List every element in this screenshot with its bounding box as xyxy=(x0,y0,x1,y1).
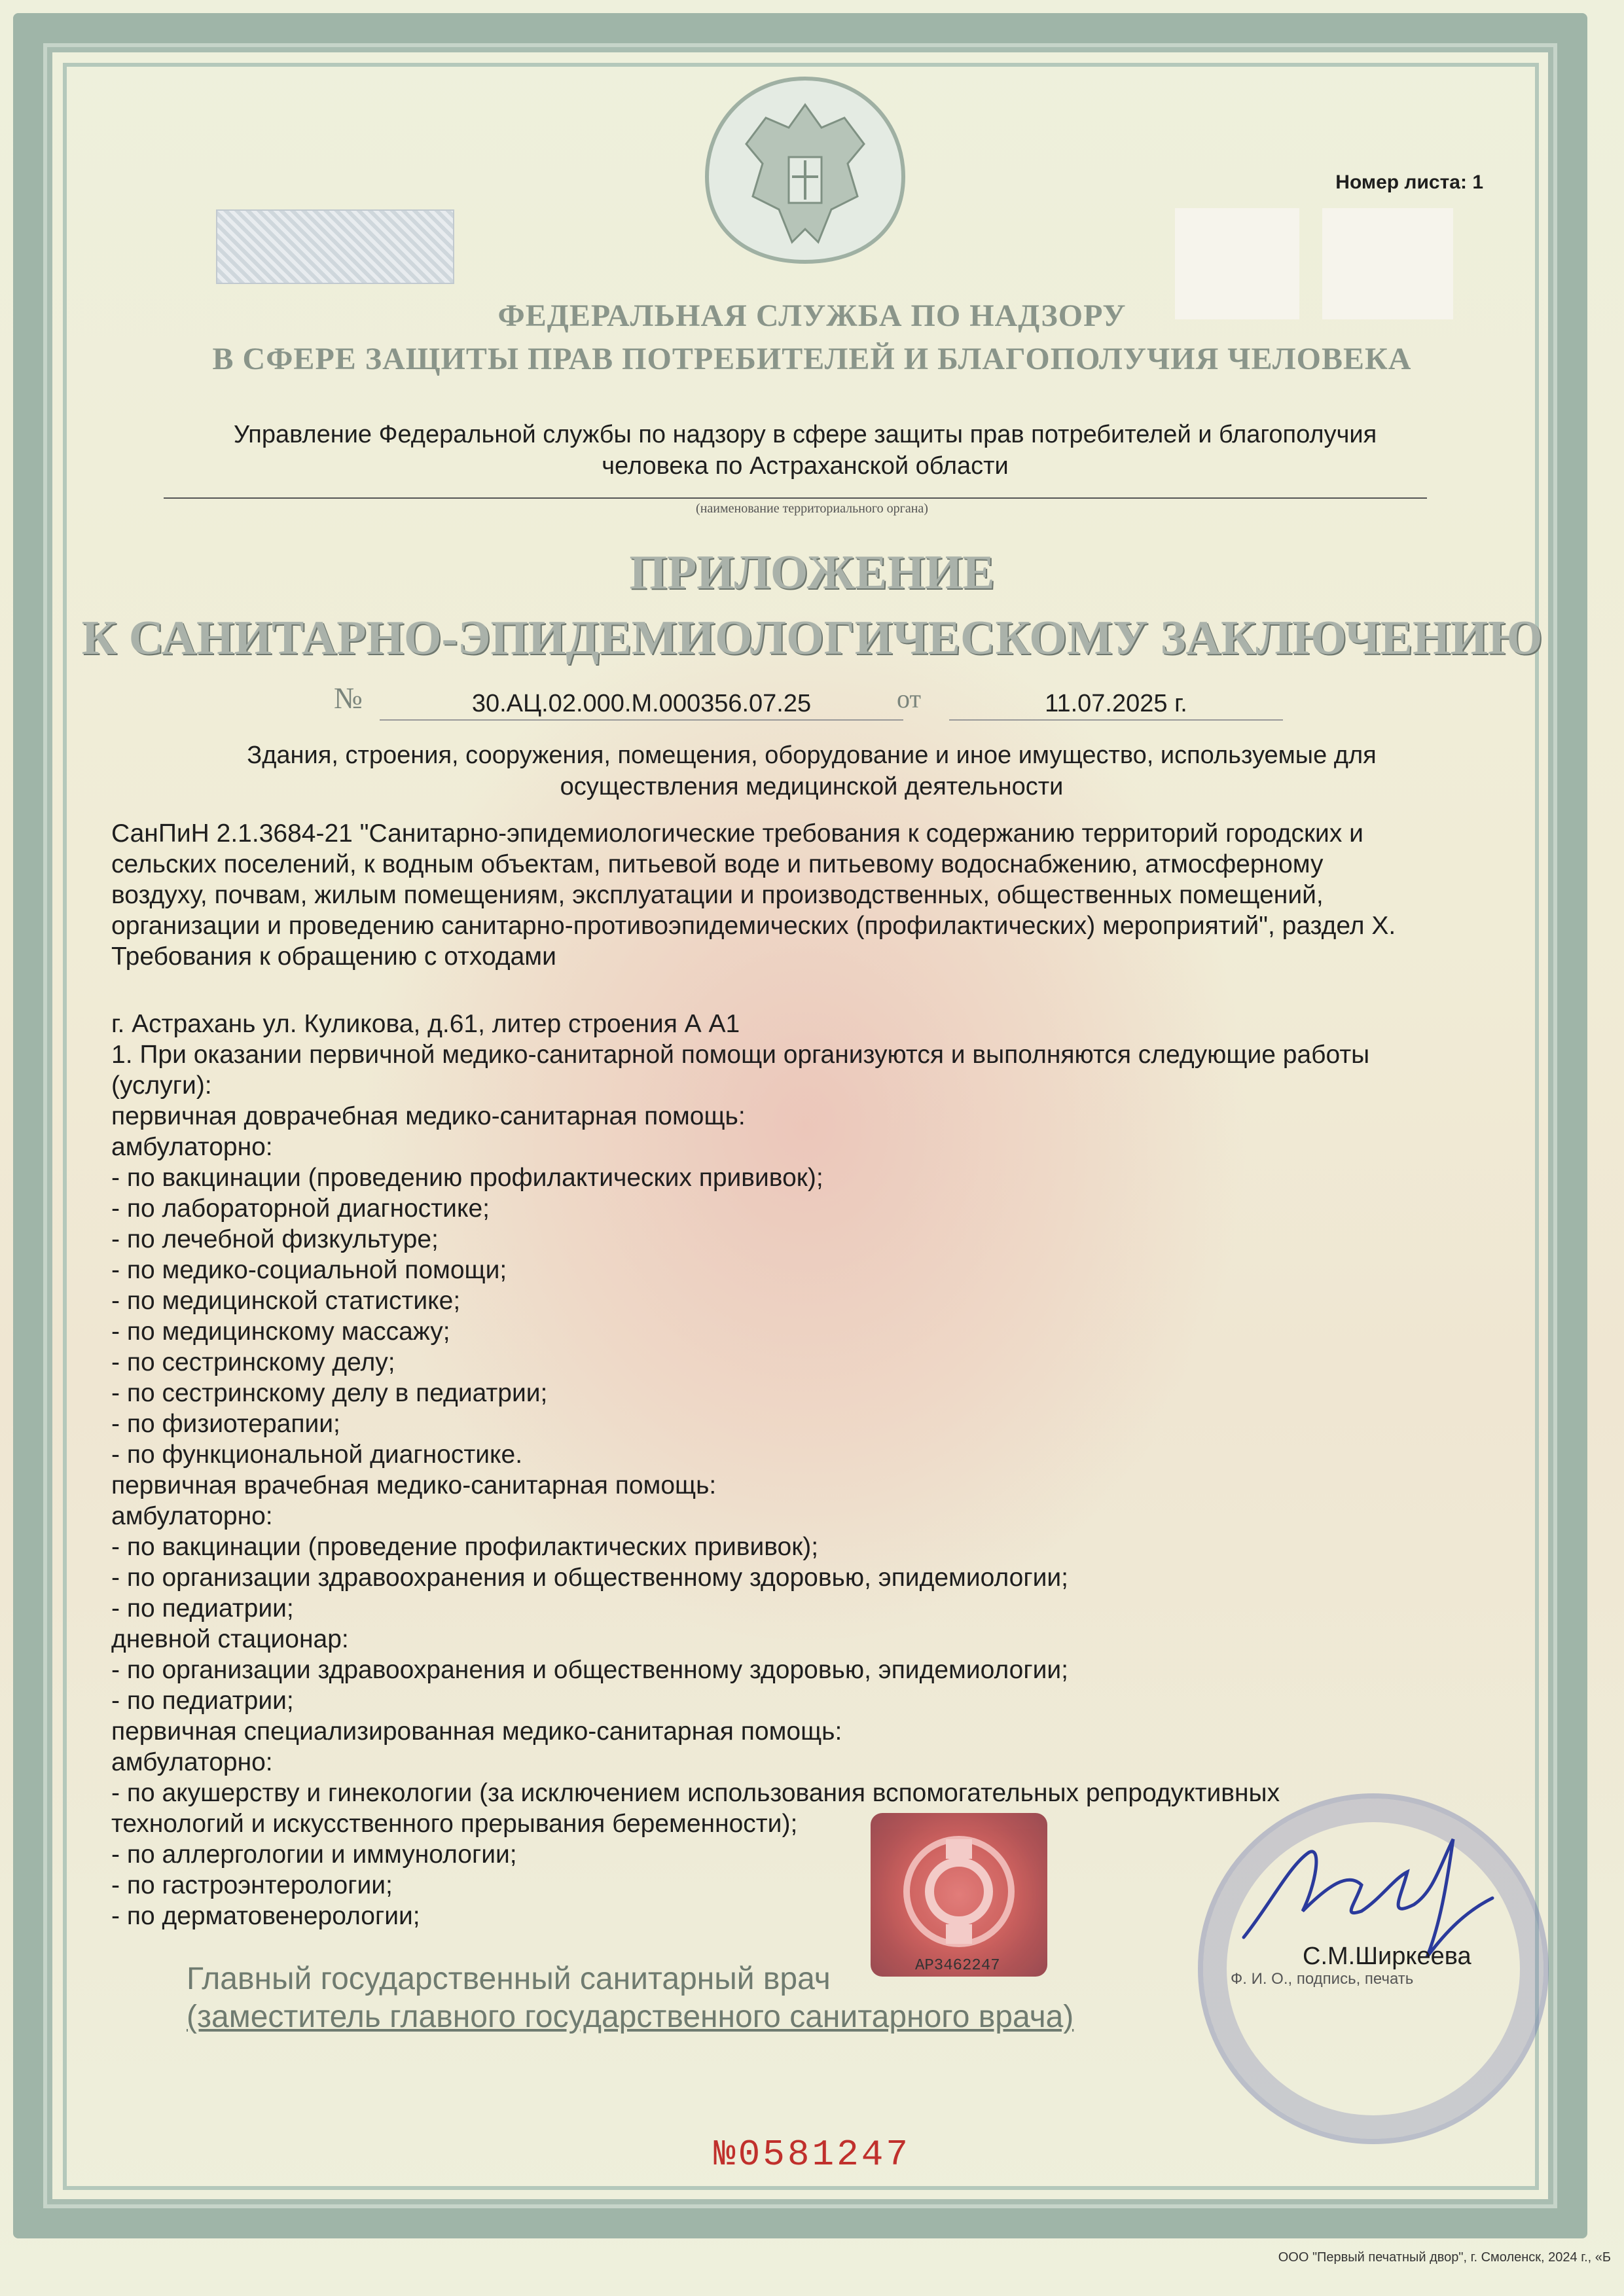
signer-name: С.М.Ширкеева xyxy=(1303,1943,1471,1970)
list-item: - по акушерству и гинекологии (за исключением использования вспомогательных репродуктивных xyxy=(111,1779,1280,1807)
list-item: дневной стационар: xyxy=(111,1625,349,1653)
agency-title-line: ФЕДЕРАЛЬНАЯ СЛУЖБА ПО НАДЗОРУ xyxy=(497,298,1127,333)
sanpin-line: воздуху, почвам, жилым помещениям, эксплуатации и производственных, общественных помещений, xyxy=(111,881,1324,909)
signer-caption: Ф. И. О., подпись, печать xyxy=(1231,1970,1414,1988)
list-item: - по педиатрии; xyxy=(111,1687,294,1715)
sheet-number: Номер листа: 1 xyxy=(1335,171,1483,193)
sanpin-line: СанПиН 2.1.3684-21 "Санитарно-эпидемиологические требования к содержанию территорий городских и xyxy=(111,819,1363,848)
document-number-row xyxy=(0,681,1624,720)
list-item: - по медико-социальной помощи; xyxy=(111,1256,507,1284)
agency-title-line: В СФЕРЕ ЗАЩИТЫ ПРАВ ПОТРЕБИТЕЛЕЙ И БЛАГОПОЛУЧИЯ ЧЕЛОВЕКА xyxy=(212,342,1412,376)
chief-title-line: (заместитель главного государственного санитарного врача) xyxy=(187,2000,1074,2034)
list-item: - по сестринскому делу в педиатрии; xyxy=(111,1379,548,1407)
divider xyxy=(164,497,1427,499)
sanpin-line: организации и проведению санитарно-противоэпидемических (профилактических) мероприятий", раздел X. xyxy=(111,912,1396,940)
list-item: - по сестринскому делу; xyxy=(111,1348,395,1376)
list-item: - по физиотерапии; xyxy=(111,1410,340,1438)
sanpin-line: Требования к обращению с отходами xyxy=(111,942,556,971)
agency-title xyxy=(0,295,1624,381)
list-item: - по дерматовенерологии; xyxy=(111,1902,420,1930)
number-sign: № xyxy=(334,681,363,715)
org-name-line: человека по Астраханской области xyxy=(602,452,1009,480)
hologram-code: АР3462247 xyxy=(915,1957,1000,1975)
subject xyxy=(131,740,1492,802)
title-line: ПРИЛОЖЕНИЕ xyxy=(629,546,995,600)
list-item: - по медицинской статистике; xyxy=(111,1287,461,1315)
sanpin-line: сельских поселений, к водным объектам, питьевой воде и питьевому водоснабжению, атмосферному xyxy=(111,850,1324,878)
printer-imprint: ООО "Первый печатный двор", г. Смоленск, 2024 г., «Б xyxy=(1278,2250,1611,2265)
sanpin-paragraph xyxy=(111,818,1473,972)
spacer xyxy=(111,972,1473,1009)
subject-line: Здания, строения, сооружения, помещения, оборудование и иное имущество, используемые для xyxy=(247,742,1377,769)
security-hologram-icon xyxy=(871,1813,1047,1977)
list-item: - по организации здравоохранения и общественному здоровью, эпидемиологии; xyxy=(111,1656,1068,1684)
services-list xyxy=(111,1009,1473,1931)
list-item: технологий и искусственного прерывания беременности); xyxy=(111,1810,798,1838)
subject-line: осуществления медицинской деятельности xyxy=(560,773,1064,800)
list-item: - по функциональной диагностике. xyxy=(111,1441,523,1469)
list-item: - по медицинскому массажу; xyxy=(111,1318,450,1346)
territorial-body-name xyxy=(151,419,1460,482)
document-date: 11.07.2025 г. xyxy=(949,690,1283,721)
list-item: амбулаторно: xyxy=(111,1502,273,1530)
form-serial-number: №0581247 xyxy=(713,2134,911,2176)
org-name-line: Управление Федеральной службы по надзору в сфере защиты прав потребителей и благополучия xyxy=(233,421,1377,448)
list-item: первичная доврачебная медико-санитарная помощь: xyxy=(111,1102,746,1130)
list-item: г. Астрахань ул. Куликова, д.61, литер строения А А1 xyxy=(111,1010,740,1038)
holographic-strip xyxy=(216,209,454,284)
body-text xyxy=(111,818,1473,1931)
list-item: - по вакцинации (проведение профилактических прививок); xyxy=(111,1533,819,1561)
list-item: - по лечебной физкультуре; xyxy=(111,1225,439,1253)
list-item: (услуги): xyxy=(111,1071,212,1100)
list-item: амбулаторно: xyxy=(111,1133,273,1161)
double-headed-eagle-emblem-icon xyxy=(681,65,929,275)
list-item: - по гастроэнтерологии; xyxy=(111,1871,393,1899)
list-item: - по аллергологии и иммунологии; xyxy=(111,1840,517,1869)
document-number: 30.АЦ.02.000.М.000356.07.25 xyxy=(380,690,903,721)
list-item: 1. При оказании первичной медико-санитарной помощи организуются и выполняются следующие работы xyxy=(111,1041,1370,1069)
list-item: - по лабораторной диагностике; xyxy=(111,1194,490,1223)
chief-title-line: Главный государственный санитарный врач xyxy=(187,1962,831,1996)
chief-doctor-title xyxy=(187,1960,1074,2036)
list-item: первичная специализированная медико-санитарная помощь: xyxy=(111,1717,842,1746)
list-item: - по педиатрии; xyxy=(111,1594,294,1623)
org-caption: (наименование территориального органа) xyxy=(696,501,928,516)
title-line: К САНИТАРНО-ЭПИДЕМИОЛОГИЧЕСКОМУ ЗАКЛЮЧЕНИЮ xyxy=(81,611,1543,665)
list-item: первичная врачебная медико-санитарная помощь: xyxy=(111,1471,717,1499)
list-item: - по вакцинации (проведению профилактических прививок); xyxy=(111,1164,823,1192)
from-label: от xyxy=(897,684,921,713)
list-item: - по организации здравоохранения и общественному здоровью, эпидемиологии; xyxy=(111,1564,1068,1592)
document-title xyxy=(0,540,1624,671)
list-item: амбулаторно: xyxy=(111,1748,273,1776)
